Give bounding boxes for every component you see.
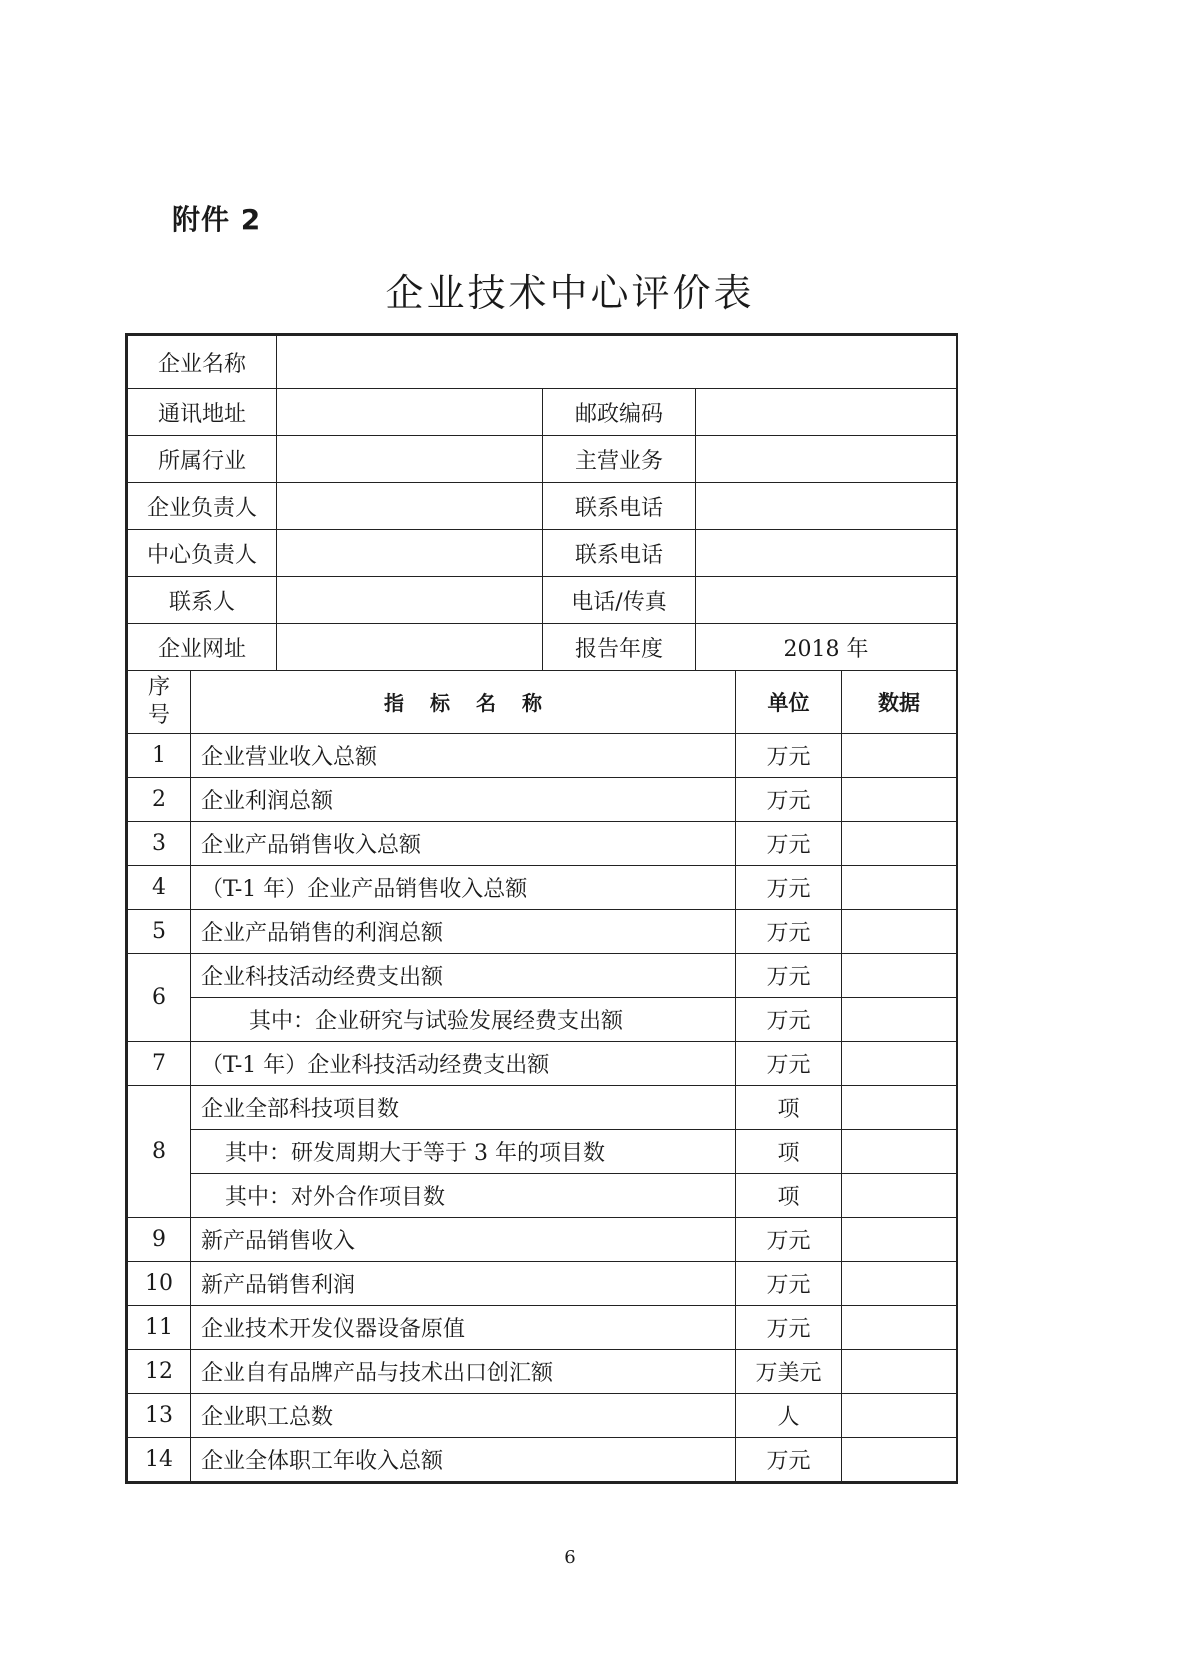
form-title: 企业技术中心评价表	[385, 271, 755, 315]
main-business-field[interactable]	[696, 436, 957, 483]
row-seq: 6	[128, 953, 191, 1041]
table-row	[128, 1349, 957, 1393]
table-row	[128, 865, 957, 909]
table-row	[128, 733, 957, 777]
address-label: 通讯地址	[128, 389, 277, 436]
row-unit: 万元	[736, 909, 842, 953]
row-data-cell[interactable]	[842, 777, 957, 821]
row-unit: 万元	[736, 777, 842, 821]
row-seq: 5	[128, 909, 191, 953]
phone-fax-field[interactable]	[696, 577, 957, 624]
row-unit: 项	[736, 1085, 842, 1129]
company-head-row	[128, 483, 957, 530]
row-data-cell[interactable]	[842, 1041, 957, 1085]
seq-header-line1: 序	[147, 674, 170, 700]
industry-label: 所属行业	[128, 436, 277, 483]
row-indicator: 企业全部科技项目数	[191, 1085, 736, 1129]
indicator-header-row	[128, 670, 957, 733]
row-indicator: 其中：对外合作项目数	[191, 1173, 736, 1217]
row-data-cell[interactable]	[842, 997, 957, 1041]
row-data-cell[interactable]	[842, 865, 957, 909]
row-seq: 1	[128, 733, 191, 777]
report-year-value: 2018 年	[696, 624, 957, 671]
row-data-cell[interactable]	[842, 1173, 957, 1217]
row-seq: 11	[128, 1305, 191, 1349]
row-indicator: 企业产品销售收入总额	[191, 821, 736, 865]
website-label: 企业网址	[128, 624, 277, 671]
row-indicator: 其中：企业研究与试验发展经费支出额	[191, 997, 736, 1041]
company-phone-field[interactable]	[696, 483, 957, 530]
row-indicator: （T-1 年）企业产品销售收入总额	[191, 865, 736, 909]
company-head-field[interactable]	[277, 483, 543, 530]
row-unit: 万元	[736, 821, 842, 865]
center-phone-label: 联系电话	[543, 530, 696, 577]
table-row	[128, 1129, 957, 1173]
row-unit: 项	[736, 1173, 842, 1217]
row-indicator: 企业营业收入总额	[191, 733, 736, 777]
row-unit: 万美元	[736, 1349, 842, 1393]
postal-code-label: 邮政编码	[543, 389, 696, 436]
industry-field[interactable]	[277, 436, 543, 483]
row-indicator: 企业利润总额	[191, 777, 736, 821]
row-indicator: （T-1 年）企业科技活动经费支出额	[191, 1041, 736, 1085]
row-unit: 万元	[736, 953, 842, 997]
row-data-cell[interactable]	[842, 1437, 957, 1481]
row-indicator: 新产品销售利润	[191, 1261, 736, 1305]
table-row	[128, 909, 957, 953]
table-row	[128, 953, 957, 997]
row-data-cell[interactable]	[842, 909, 957, 953]
row-indicator: 企业职工总数	[191, 1393, 736, 1437]
phone-fax-label: 电话/传真	[543, 577, 696, 624]
table-row	[128, 1085, 957, 1129]
website-row	[128, 624, 957, 671]
row-unit: 万元	[736, 865, 842, 909]
company-phone-label: 联系电话	[543, 483, 696, 530]
center-head-row	[128, 530, 957, 577]
row-unit: 人	[736, 1393, 842, 1437]
row-indicator: 新产品销售收入	[191, 1217, 736, 1261]
postal-code-field[interactable]	[696, 389, 957, 436]
row-unit: 万元	[736, 997, 842, 1041]
row-data-cell[interactable]	[842, 953, 957, 997]
row-seq: 12	[128, 1349, 191, 1393]
attachment-label: 附件 2	[172, 203, 262, 236]
table-row	[128, 1261, 957, 1305]
row-seq: 9	[128, 1217, 191, 1261]
seq-header	[128, 670, 191, 733]
row-data-cell[interactable]	[842, 1085, 957, 1129]
row-seq: 7	[128, 1041, 191, 1085]
address-field[interactable]	[277, 389, 543, 436]
row-data-cell[interactable]	[842, 733, 957, 777]
website-field[interactable]	[277, 624, 543, 671]
table-row	[128, 777, 957, 821]
row-indicator: 企业自有品牌产品与技术出口创汇额	[191, 1349, 736, 1393]
row-unit: 万元	[736, 1437, 842, 1481]
row-seq: 8	[128, 1085, 191, 1217]
report-year-label: 报告年度	[543, 624, 696, 671]
contact-row	[128, 577, 957, 624]
center-phone-field[interactable]	[696, 530, 957, 577]
row-unit: 万元	[736, 733, 842, 777]
company-head-label: 企业负责人	[128, 483, 277, 530]
row-unit: 万元	[736, 1041, 842, 1085]
table-row	[128, 997, 957, 1041]
table-row	[128, 1305, 957, 1349]
indicator-table	[127, 670, 957, 1482]
data-header: 数据	[842, 670, 957, 733]
table-row	[128, 821, 957, 865]
row-seq: 13	[128, 1393, 191, 1437]
row-data-cell[interactable]	[842, 1217, 957, 1261]
row-data-cell[interactable]	[842, 1349, 957, 1393]
table-row	[128, 1173, 957, 1217]
table-row	[128, 1041, 957, 1085]
evaluation-form	[125, 333, 958, 1484]
company-name-row	[128, 336, 957, 389]
main-business-label: 主营业务	[543, 436, 696, 483]
row-data-cell[interactable]	[842, 1261, 957, 1305]
row-seq: 3	[128, 821, 191, 865]
center-head-label: 中心负责人	[128, 530, 277, 577]
page-number: 6	[564, 1547, 576, 1568]
unit-header: 单位	[736, 670, 842, 733]
company-name-label: 企业名称	[128, 336, 277, 389]
row-seq: 4	[128, 865, 191, 909]
row-data-cell[interactable]	[842, 821, 957, 865]
company-name-field[interactable]	[277, 336, 957, 389]
row-indicator: 其中：研发周期大于等于 3 年的项目数	[191, 1129, 736, 1173]
contact-field[interactable]	[277, 577, 543, 624]
row-seq: 10	[128, 1261, 191, 1305]
row-indicator: 企业科技活动经费支出额	[191, 953, 736, 997]
row-seq: 14	[128, 1437, 191, 1481]
center-head-field[interactable]	[277, 530, 543, 577]
table-row	[128, 1393, 957, 1437]
row-unit: 万元	[736, 1217, 842, 1261]
row-indicator: 企业技术开发仪器设备原值	[191, 1305, 736, 1349]
industry-row	[128, 436, 957, 483]
row-unit: 万元	[736, 1305, 842, 1349]
table-row	[128, 1217, 957, 1261]
contact-label: 联系人	[128, 577, 277, 624]
address-row	[128, 389, 957, 436]
basic-info-table	[127, 335, 957, 671]
row-unit: 万元	[736, 1261, 842, 1305]
row-seq: 2	[128, 777, 191, 821]
seq-header-line2: 号	[147, 702, 170, 728]
row-indicator: 企业全体职工年收入总额	[191, 1437, 736, 1481]
table-row	[128, 1437, 957, 1481]
row-indicator: 企业产品销售的利润总额	[191, 909, 736, 953]
row-data-cell[interactable]	[842, 1129, 957, 1173]
row-data-cell[interactable]	[842, 1305, 957, 1349]
indicator-header: 指标名称	[191, 670, 736, 733]
row-unit: 项	[736, 1129, 842, 1173]
row-data-cell[interactable]	[842, 1393, 957, 1437]
